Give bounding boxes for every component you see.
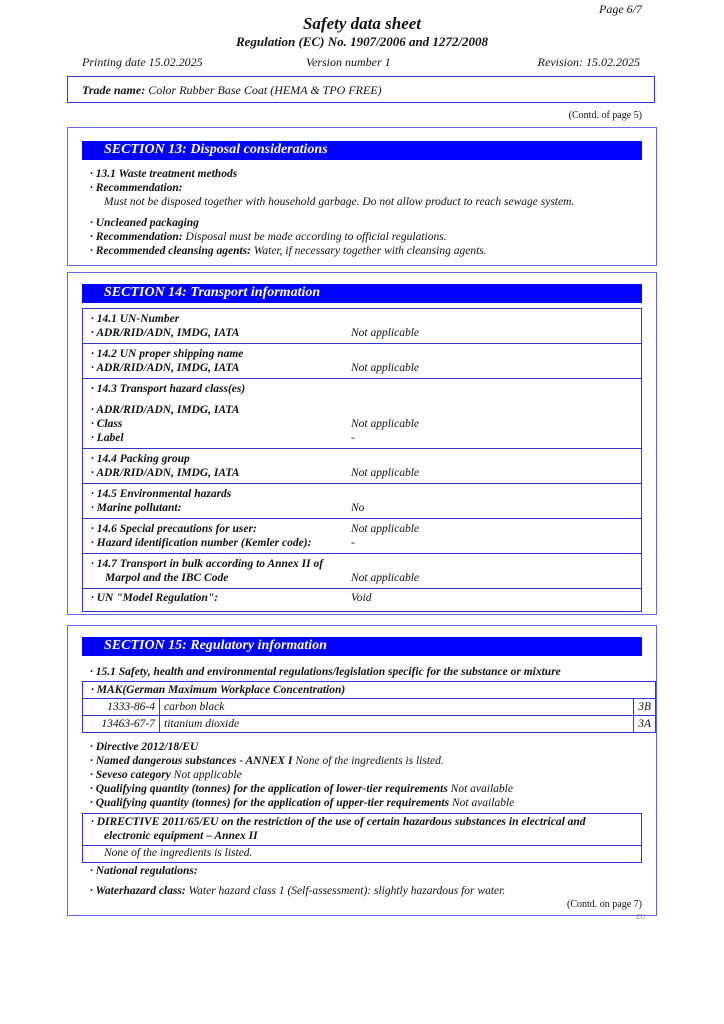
trade-name-label: Trade name: <box>82 83 146 97</box>
section-15-heading: SECTION 15: Regulatory information <box>82 637 642 656</box>
table-row: 1333-86-4 carbon black 3B <box>83 699 656 716</box>
section-14-panel <box>67 272 657 615</box>
section-14-heading: SECTION 14: Transport information <box>82 284 642 303</box>
section-15-panel <box>67 625 657 916</box>
transport-table <box>82 308 642 612</box>
shipping-name-row: · 14.2 UN proper shipping name · ADR/RID/ADN, IMDG, IATA Not applicable <box>83 344 641 379</box>
packing-group-row: · 14.4 Packing group · ADR/RID/ADN, IMDG, IATA Not applicable <box>83 449 641 484</box>
seveso-category: · Seveso category Not applicable <box>90 769 242 781</box>
section-13-panel <box>67 127 657 266</box>
recommendation-2: · Recommendation: Disposal must be made according to official regulations. <box>90 231 447 243</box>
bulk-transport-row: · 14.7 Transport in bulk according to Annex II of Marpol and the IBC Code Not applicable <box>83 554 641 589</box>
recommendation-text: Must not be disposed together with household garbage. Do not allow product to reach sewage system. <box>104 196 575 208</box>
mak-table <box>82 681 656 733</box>
environmental-hazards-row: · 14.5 Environmental hazards · Marine pollutant: No <box>83 484 641 519</box>
national-regulations: · National regulations: <box>90 865 198 877</box>
un-number-row: · 14.1 UN-Number · ADR/RID/ADN, IMDG, IATA Not applicable <box>83 309 641 344</box>
contd-from: (Contd. of page 5) <box>568 110 642 121</box>
recommendation-label: · Recommendation: <box>90 182 183 194</box>
hazard-class-row: · 14.3 Transport hazard class(es) · ADR/RID/ADN, IMDG, IATA · Class Not applicable · Label - <box>83 379 641 449</box>
cleansing-agents: · Recommended cleansing agents: Water, if necessary together with cleansing agents. <box>90 245 487 257</box>
special-precautions-row: · 14.6 Special precautions for user: Not applicable · Hazard identification number (Kemler code): - <box>83 519 641 554</box>
trade-name-value: Color Rubber Base Coat (HEMA & TPO FREE) <box>148 83 382 97</box>
upper-tier: · Qualifying quantity (tonnes) for the application of upper-tier requirements Not available <box>90 797 515 809</box>
waterhazard-class: · Waterhazard class: Water hazard class 1 (Self-assessment): slightly hazardous for water. <box>90 885 506 897</box>
revision-date: Revision: 15.02.2025 <box>537 55 640 69</box>
version-number: Version number 1 <box>306 55 391 69</box>
printing-date: Printing date 15.02.2025 <box>82 55 203 69</box>
mak-title: · MAK(German Maximum Workplace Concentration) <box>83 682 656 699</box>
uncleaned-packaging: · Uncleaned packaging <box>90 217 199 229</box>
eu-tag: EU <box>636 913 646 921</box>
rohs-box: · DIRECTIVE 2011/65/EU on the restriction of the use of certain hazardous substances in electrical and electronic equipment – Annex II None of the ingredients is listed. <box>82 813 642 863</box>
page-number: Page 6/7 <box>599 2 642 16</box>
lower-tier: · Qualifying quantity (tonnes) for the application of lower-tier requirements Not available <box>90 783 513 795</box>
directive-2012: · Directive 2012/18/EU <box>90 741 199 753</box>
rohs-directive: · DIRECTIVE 2011/65/EU on the restriction of the use of certain hazardous substances in electrical and <box>91 816 586 828</box>
table-row: 13463-67-7 titanium dioxide 3A <box>83 716 656 733</box>
contd-on: (Contd. on page 7) <box>567 899 642 910</box>
model-regulation-row: · UN "Model Regulation": Void <box>91 592 372 604</box>
document-subtitle: Regulation (EC) No. 1907/2006 and 1272/2008 <box>235 34 489 49</box>
section-13-heading: SECTION 13: Disposal considerations <box>82 141 642 160</box>
named-dangerous-substances: · Named dangerous substances - ANNEX I None of the ingredients is listed. <box>90 755 444 767</box>
trade-name-box <box>67 76 655 103</box>
document-title: Safety data sheet <box>302 14 422 33</box>
waste-methods: · 13.1 Waste treatment methods <box>90 168 238 180</box>
rohs-value: None of the ingredients is listed. <box>104 847 253 859</box>
regulation-15-1: · 15.1 Safety, health and environmental regulations/legislation specific for the substance or mixture <box>90 666 561 678</box>
